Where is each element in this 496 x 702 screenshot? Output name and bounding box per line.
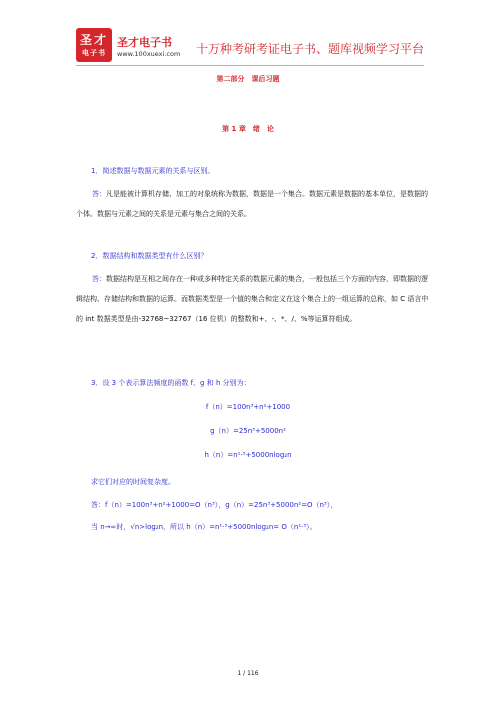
answer-1-text: 凡是能被计算机存储、加工的对象统称为数据，数据是一个集合。数据元素是数据的基本单位，是数据的个体。数据与元素之间的关系是元素与集合之间的关系。: [76, 190, 428, 218]
answer-3-line1-text: f（n）=100n³+n²+1000=O（n³），g（n）=25n³+5000n²=O（n³），: [105, 501, 338, 509]
question-3-prompt: 求它们对应的时间复杂度。: [91, 478, 175, 486]
answer-1: [76, 184, 434, 224]
question-2: 2．数据结构和数据类型有什么区别？: [91, 252, 208, 260]
answer-label: 答：: [92, 275, 106, 283]
page-number: 1 / 116: [237, 670, 259, 677]
part-title: 第二部分 课后习题: [216, 75, 280, 83]
answer-2-text: 数据结构是互相之间存在一种或多种特定关系的数据元素的集合，一般包括三个方面的内容，即数据的逻辑结构、存储结构和数据的运算。而数据类型是一个值的集合和定义在这个集合上的一组运算的总称，如 C 语言中的 int 数据类型是由-32768~32767（16 位机）的整数和+、-、*、/、%等运算符组成。: [76, 275, 429, 323]
header-divider: [76, 65, 424, 66]
answer-label: 答：: [91, 501, 105, 509]
answer-3-line1: [91, 500, 337, 510]
answer-3-line2: [91, 522, 317, 532]
logo-line2: 电子书: [82, 49, 106, 57]
header-slogan: 十万种考研考证电子书、题库视频学习平台: [196, 42, 425, 56]
formula-h: h（n）=n¹·⁵+5000nlog₂n: [204, 451, 292, 459]
formula-g: g（n）=25n³+5000n²: [210, 427, 286, 435]
question-1: 1．简述数据与数据元素的关系与区别。: [91, 167, 215, 175]
answer-2: [76, 269, 434, 329]
brand-name: 圣才电子书: [117, 36, 172, 49]
logo-line1: 圣才: [79, 33, 108, 47]
question-3: 3．设 3 个表示算法频度的函数 f、g 和 h 分别为：: [91, 379, 251, 387]
brand-logo: [76, 28, 112, 62]
formula-f: f（n）=100n³+n²+1000: [205, 403, 291, 411]
chapter-title: 第 1 章 绪 论: [222, 125, 274, 133]
answer-label: 答：: [92, 190, 106, 198]
brand-url[interactable]: www.100xuexi.com: [117, 50, 181, 58]
answer-3-line2-text: 当 n→∞时，√n>log₂n，所以 h（n）=n¹·⁵+5000nlog₂n= O（n¹·⁵）。: [91, 523, 317, 531]
